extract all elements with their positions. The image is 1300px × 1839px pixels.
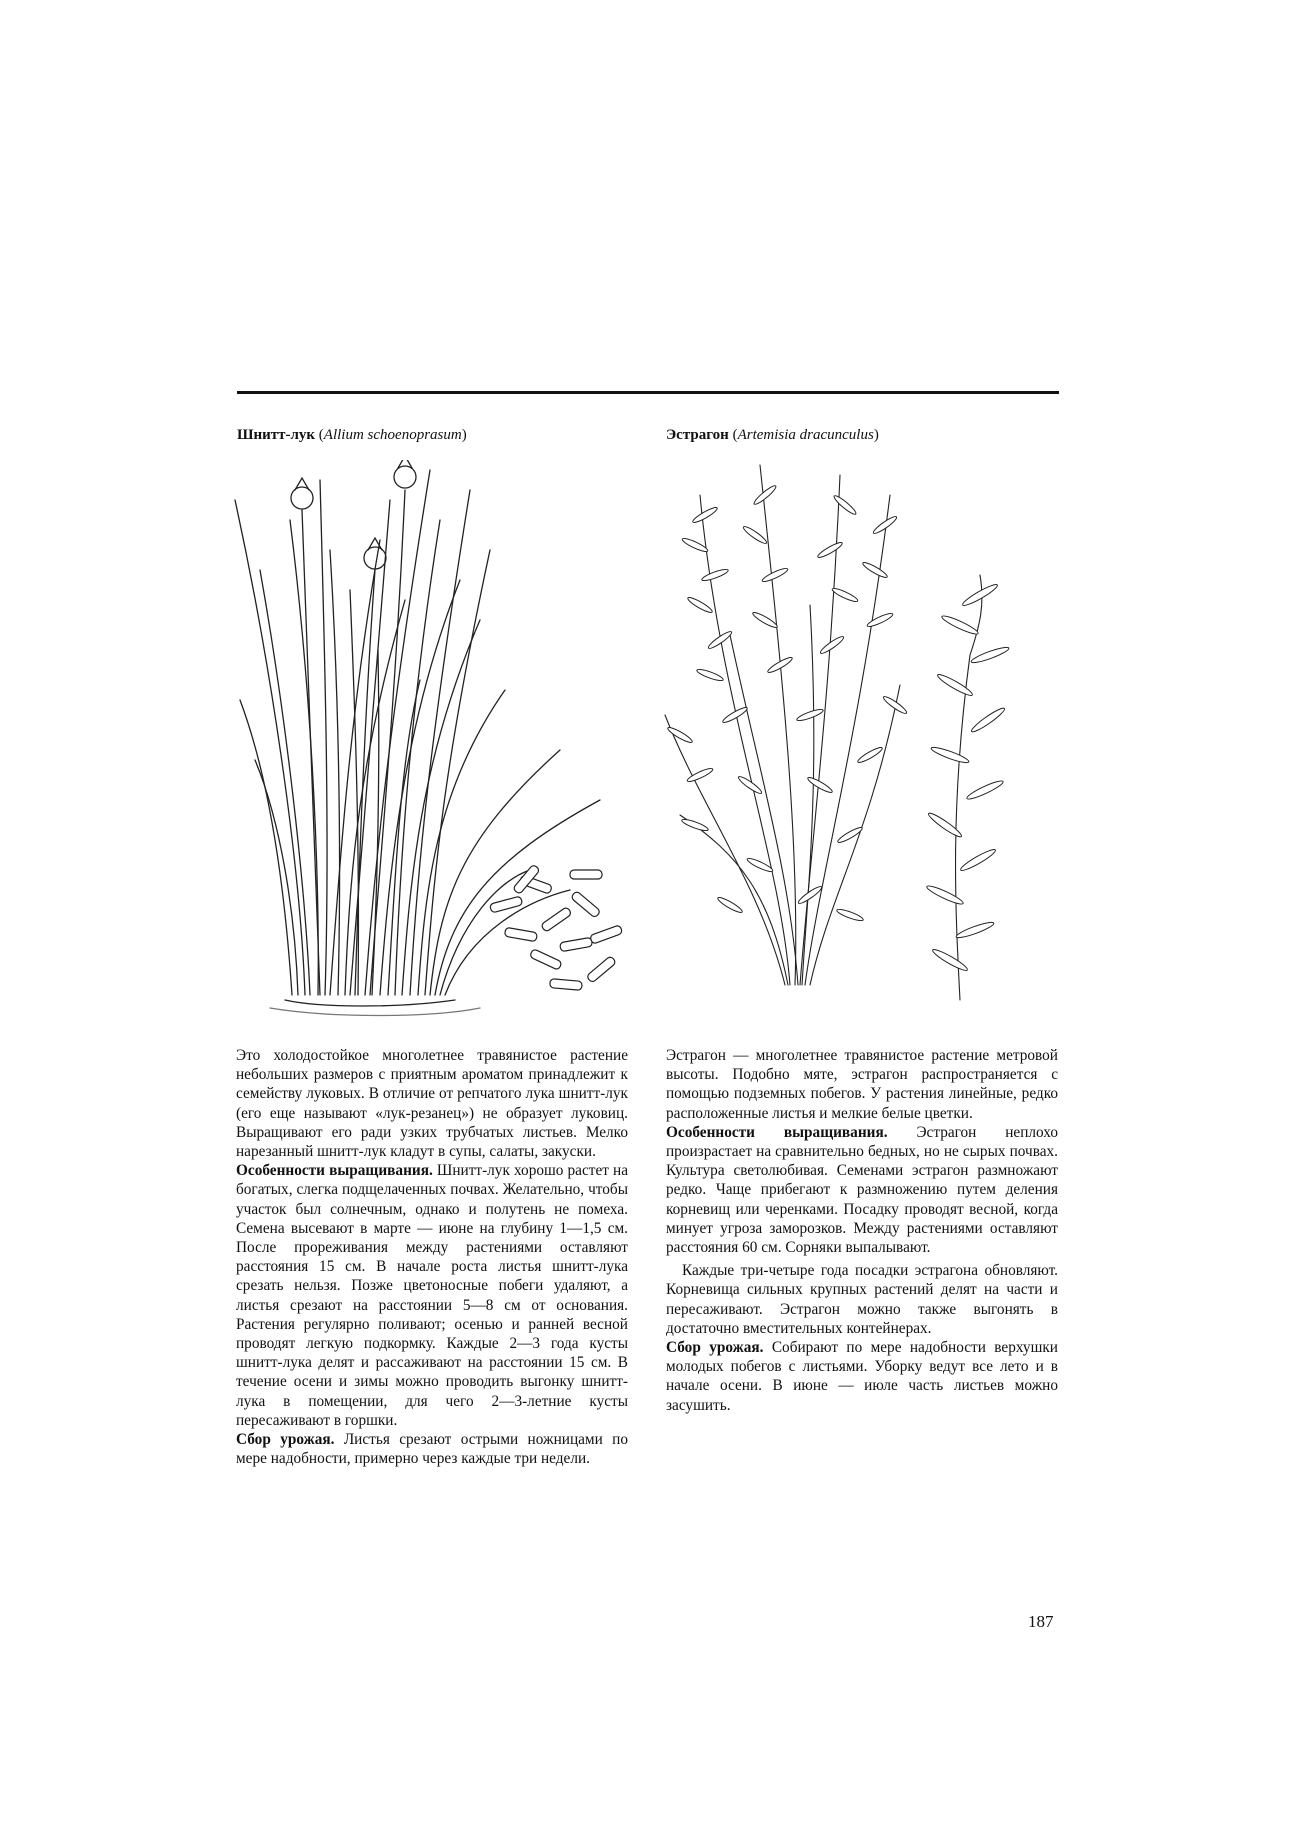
- chives-illustration: [230, 460, 650, 1020]
- tarragon-growing-label: Особенности выращивания.: [666, 1123, 888, 1141]
- chives-heading: Шнитт-лук (Allium schoenoprasum): [237, 427, 467, 443]
- tarragon-illustration: [660, 455, 1060, 1020]
- chives-harvest-label: Сбор урожая.: [236, 1431, 335, 1449]
- tarragon-harvest-text: Собирают по мере надобности верхушки молодых побегов с листьями. Уборку ведут все лето и в начале осени. В июне — июле часть листьев можно засушить.: [666, 1339, 1058, 1414]
- tarragon-text-column: [666, 1046, 1058, 1415]
- chives-harvest-section: [236, 1430, 628, 1468]
- chives-intro: Это холодостойкое многолетнее травянистое растение небольших размеров с приятным ароматом принадлежит к семейству луковых. В отличие от репчатого лука шнитт-лук (его еще называют «лук-резанец») не образует луковиц. Выращивают его ради узких трубчатых листьев. Мелко нарезанный шнитт-лук кладут в супы, салаты, закуски.: [236, 1047, 628, 1161]
- page-number: 187: [1028, 1612, 1054, 1631]
- chives-title: Шнитт-лук: [237, 427, 316, 443]
- tarragon-growing-text: Эстрагон неплохо произрастает на сравнительно бедных, но не сырых почвах. Культура светолюбивая. Семенами эстрагон размножают редко. Чаще прибегают к размножению путем деления корневищ или черенками. Посадку проводят весной, когда минует угроза заморозков. Между растениями оставляют расстояния 60 см. Сорняки выпалывают.: [666, 1123, 1059, 1257]
- tarragon-latin-name: Artemisia dracunculus: [737, 427, 874, 443]
- header-rule: [237, 391, 1059, 394]
- chives-harvest-text: Листья срезают острыми ножницами по мере надобности, примерно через каждые три недели.: [236, 1431, 628, 1468]
- tarragon-title: Эстрагон: [666, 427, 729, 443]
- tarragon-harvest-section: [666, 1338, 1058, 1415]
- tarragon-intro: Эстрагон — многолетнее травянистое растение метровой высоты. Подобно мяте, эстрагон распространяется с помощью подземных побегов. У растения линейные, редко расположенные листья и мелкие белые цветки.: [666, 1047, 1058, 1122]
- chives-growing-text: Шнитт-лук хорошо растет на богатых, слегка подщелаченных почвах. Желательно, чтобы участок был солнечным, однако и полутень не помеха. Семена высевают в марте — июне на глубину 1—1,5 см. После прореживания между растениями оставляют расстояния 15 см. В начале роста листья шнитт-лука срезать нельзя. Позже цветоносные побеги удаляют, а листья срезают на расстоянии 5—8 см от основания. Растения регулярно поливают; осенью и ранней весной проводят легкую подкормку. Каждые 2—3 года кусты шнитт-лука делят и рассаживают на расстоянии 15 см. В течение осени и зимы можно проводить выгонку шнитт-лука в помещении, для чего 2—3-летние кусты пересаживают в горшки.: [236, 1162, 628, 1429]
- tarragon-harvest-label: Сбор урожая.: [666, 1339, 764, 1357]
- tarragon-growing-section: [666, 1123, 1058, 1257]
- chives-text-column: [236, 1046, 628, 1468]
- chives-latin-name: Allium schoenoprasum: [323, 427, 462, 443]
- tarragon-heading: Эстрагон (Artemisia dracunculus): [666, 427, 879, 443]
- chives-growing-section: [236, 1161, 628, 1430]
- chives-growing-label: Особенности выращивания.: [236, 1162, 433, 1180]
- tarragon-renewal-paragraph: Каждые три-четыре года посадки эстрагона обновляют. Корневища сильных крупных растений делят на части и пересаживают. Эстрагон можно также выгонять в достаточно вместительных контейнерах.: [666, 1262, 1058, 1337]
